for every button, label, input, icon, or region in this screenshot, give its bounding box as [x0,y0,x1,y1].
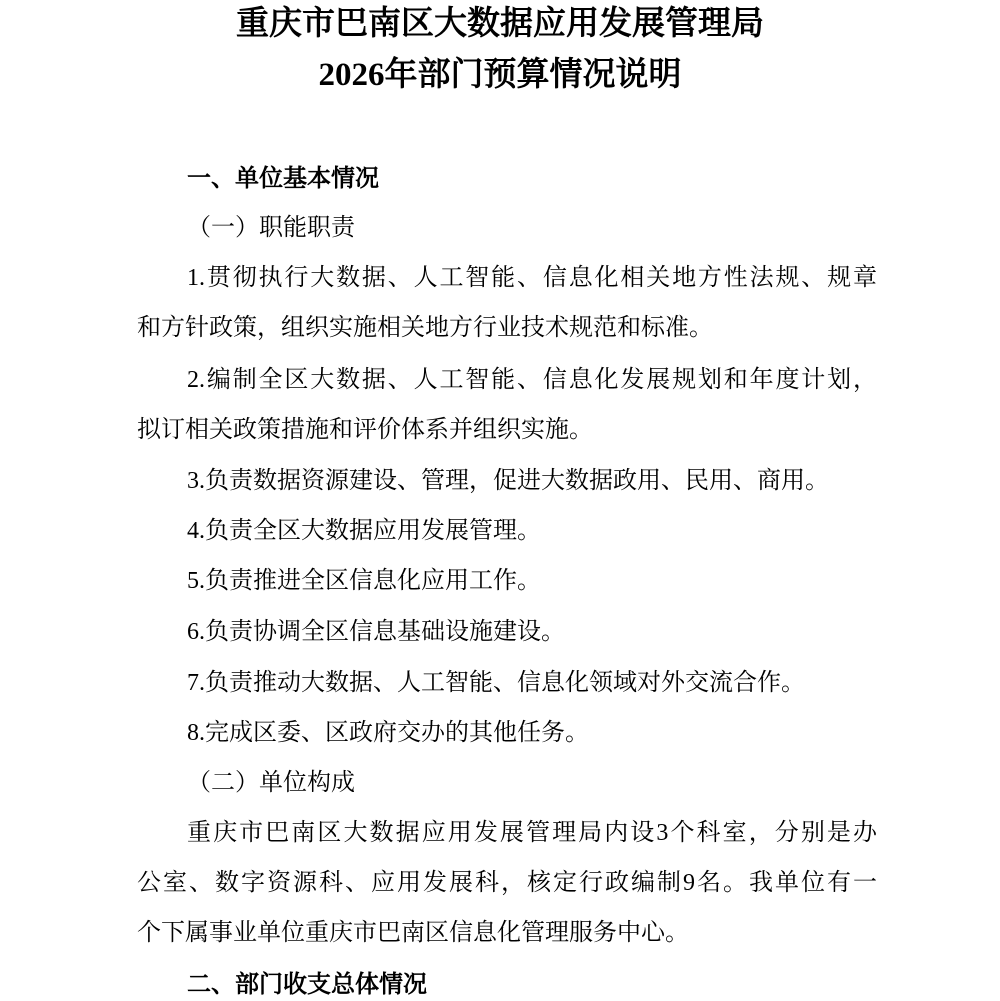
document-title-line1: 重庆市巴南区大数据应用发展管理局 [236,6,764,42]
paragraph-line: 1.贯彻执行大数据、人工智能、信息化相关地方性法规、规章 [187,265,877,291]
subsection-heading: （二）单位构成 [187,770,355,796]
paragraph-line: 2.编制全区大数据、人工智能、信息化发展规划和年度计划， [187,367,877,393]
paragraph-line: 公室、数字资源科、应用发展科，核定行政编制9名。我单位有一 [137,870,877,896]
paragraph-line: 6.负责协调全区信息基础设施建设。 [187,619,565,645]
paragraph-line: 个下属事业单位重庆市巴南区信息化管理服务中心。 [137,920,689,946]
paragraph-line: 3.负责数据资源建设、管理，促进大数据政用、民用、商用。 [187,468,829,494]
section-heading: 二、部门收支总体情况 [187,970,427,998]
subsection-heading: （一）职能职责 [187,215,355,241]
paragraph-line: 拟订相关政策措施和评价体系并组织实施。 [137,417,593,443]
paragraph-line: 和方针政策，组织实施相关地方行业技术规范和标准。 [137,315,713,341]
paragraph-line: 7.负责推动大数据、人工智能、信息化领域对外交流合作。 [187,670,805,696]
paragraph-line: 4.负责全区大数据应用发展管理。 [187,518,541,544]
paragraph-line: 8.完成区委、区政府交办的其他任务。 [187,720,589,746]
section-heading: 一、单位基本情况 [187,164,379,192]
document-title-line2: 2026年部门预算情况说明 [318,57,682,93]
paragraph-line: 重庆市巴南区大数据应用发展管理局内设3个科室，分别是办 [187,820,877,846]
paragraph-line: 5.负责推进全区信息化应用工作。 [187,568,541,594]
